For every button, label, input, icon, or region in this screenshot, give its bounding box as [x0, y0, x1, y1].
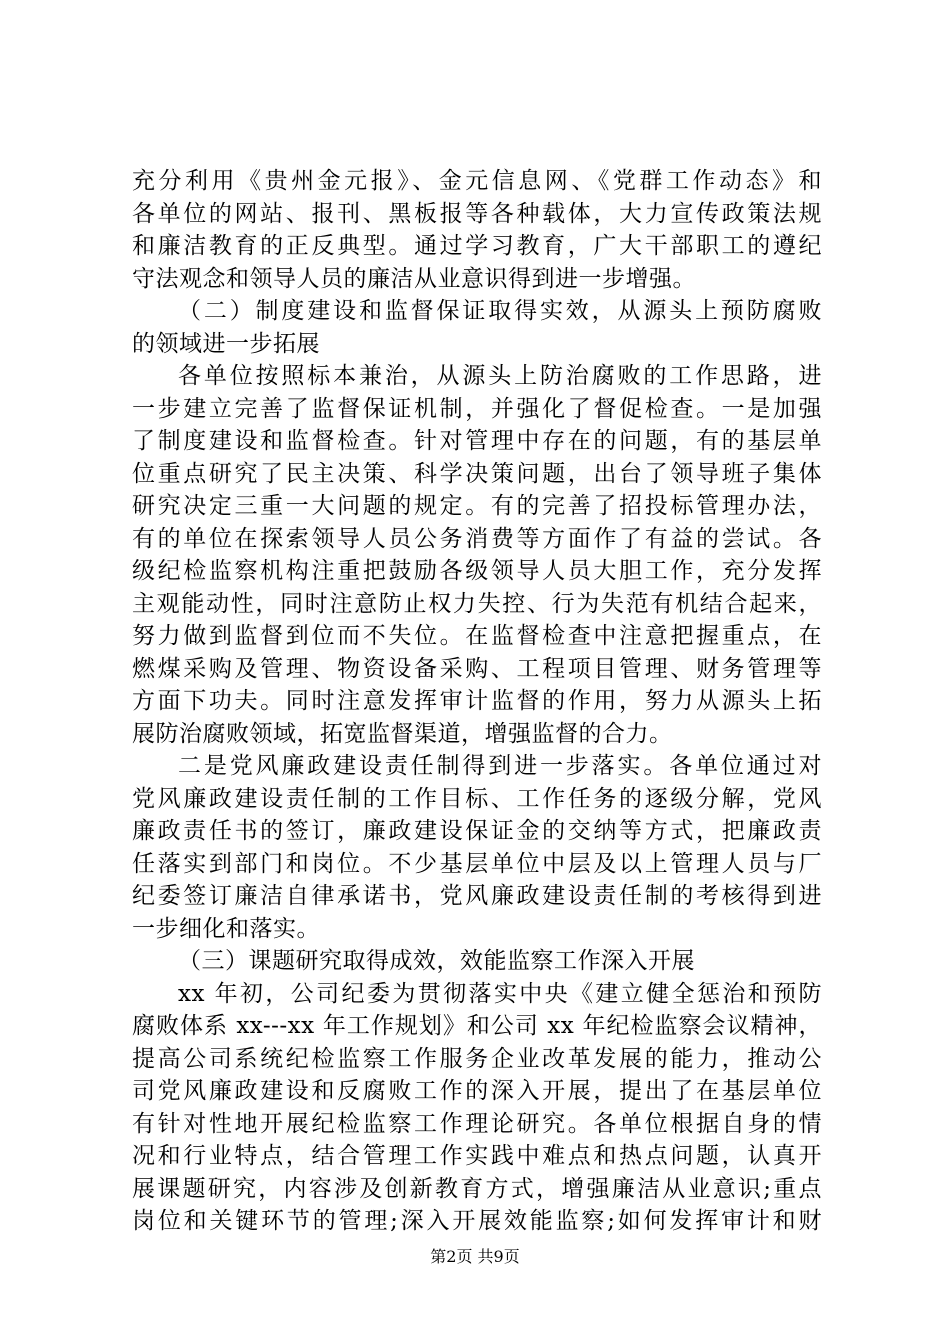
- text-line: 燃煤采购及管理、物资设备采购、工程项目管理、财务管理等: [132, 655, 822, 682]
- text-line: 努力做到监督到位而不失位。在监督检查中注意把握重点，在: [132, 623, 822, 649]
- text-line: 一步建立完善了监督保证机制，并强化了督促检查。一是加强: [132, 395, 822, 422]
- text-line: 展课题研究，内容涉及创新教育方式，增强廉洁从业意识;重点: [132, 1175, 822, 1202]
- text-line: 提高公司系统纪检监察工作服务企业改革发展的能力，推动公: [132, 1045, 822, 1072]
- text-line: 位重点研究了民主决策、科学决策问题，出台了领导班子集体: [132, 460, 822, 487]
- text-line: 展防治腐败领域，拓宽监督渠道，增强监督的合力。: [132, 720, 673, 747]
- section-heading: （三）课题研究取得成效，效能监察工作深入开展: [178, 948, 695, 974]
- text-line: 守法观念和领导人员的廉洁从业意识得到进一步增强。: [132, 265, 696, 292]
- body-text: [132, 165, 822, 1238]
- text-line: 一步细化和落实。: [132, 915, 320, 942]
- text-line: 各单位的网站、报刊、黑板报等各种载体，大力宣传政策法规: [132, 200, 822, 227]
- text-line: 充分利用《贵州金元报》、金元信息网、《党群工作动态》和: [132, 168, 822, 194]
- text-line: 岗位和关键环节的管理;深入开展效能监察;如何发挥审计和财: [132, 1208, 822, 1234]
- text-line: 各单位按照标本兼治，从源头上防治腐败的工作思路，进: [178, 363, 822, 389]
- text-line: 纪委签订廉洁自律承诺书，党风廉政建设责任制的考核得到进: [132, 883, 822, 909]
- text-line: 司党风廉政建设和反腐败工作的深入开展，提出了在基层单位: [132, 1078, 822, 1104]
- text-line: 方面下功夫。同时注意发挥审计监督的作用，努力从源头上拓: [132, 688, 822, 714]
- text-line: 有的单位在探索领导人员公务消费等方面作了有益的尝试。各: [132, 525, 822, 552]
- text-line: 和廉洁教育的正反典型。通过学习教育，广大干部职工的遵纪: [132, 233, 822, 259]
- text-line: 研究决定三重一大问题的规定。有的完善了招投标管理办法，: [132, 493, 822, 519]
- text-line: 二是党风廉政建设责任制得到进一步落实。各单位通过对: [178, 753, 822, 779]
- text-line: xx 年初，公司纪委为贯彻落实中央《建立健全惩治和预防: [178, 980, 822, 1007]
- text-line: 况和行业特点，结合管理工作实践中难点和热点问题，认真开: [132, 1143, 822, 1169]
- text-line: 了制度建设和监督检查。针对管理中存在的问题，有的基层单: [132, 428, 822, 454]
- section-heading: （二）制度建设和监督保证取得实效，从源头上预防腐败: [178, 298, 822, 324]
- page-number-footer: 第2页 共9页: [430, 1247, 520, 1266]
- text-line: 级纪检监察机构注重把鼓励各级领导人员大胆工作，充分发挥: [132, 558, 822, 584]
- text-line: 腐败体系 xx---xx 年工作规划》和公司 xx 年纪检监察会议精神，: [132, 1013, 822, 1039]
- section-heading-continued: 的领域进一步拓展: [132, 330, 320, 357]
- text-line: 党风廉政建设责任制的工作目标、工作任务的逐级分解，党风: [132, 785, 822, 812]
- text-line: 主观能动性，同时注意防止权力失控、行为失范有机结合起来，: [132, 590, 822, 617]
- text-line: 有针对性地开展纪检监察工作理论研究。各单位根据自身的情: [132, 1110, 822, 1137]
- text-line: 任落实到部门和岗位。不少基层单位中层及以上管理人员与厂: [132, 850, 822, 877]
- text-line: 廉政责任书的签订，廉政建设保证金的交纳等方式，把廉政责: [132, 818, 822, 844]
